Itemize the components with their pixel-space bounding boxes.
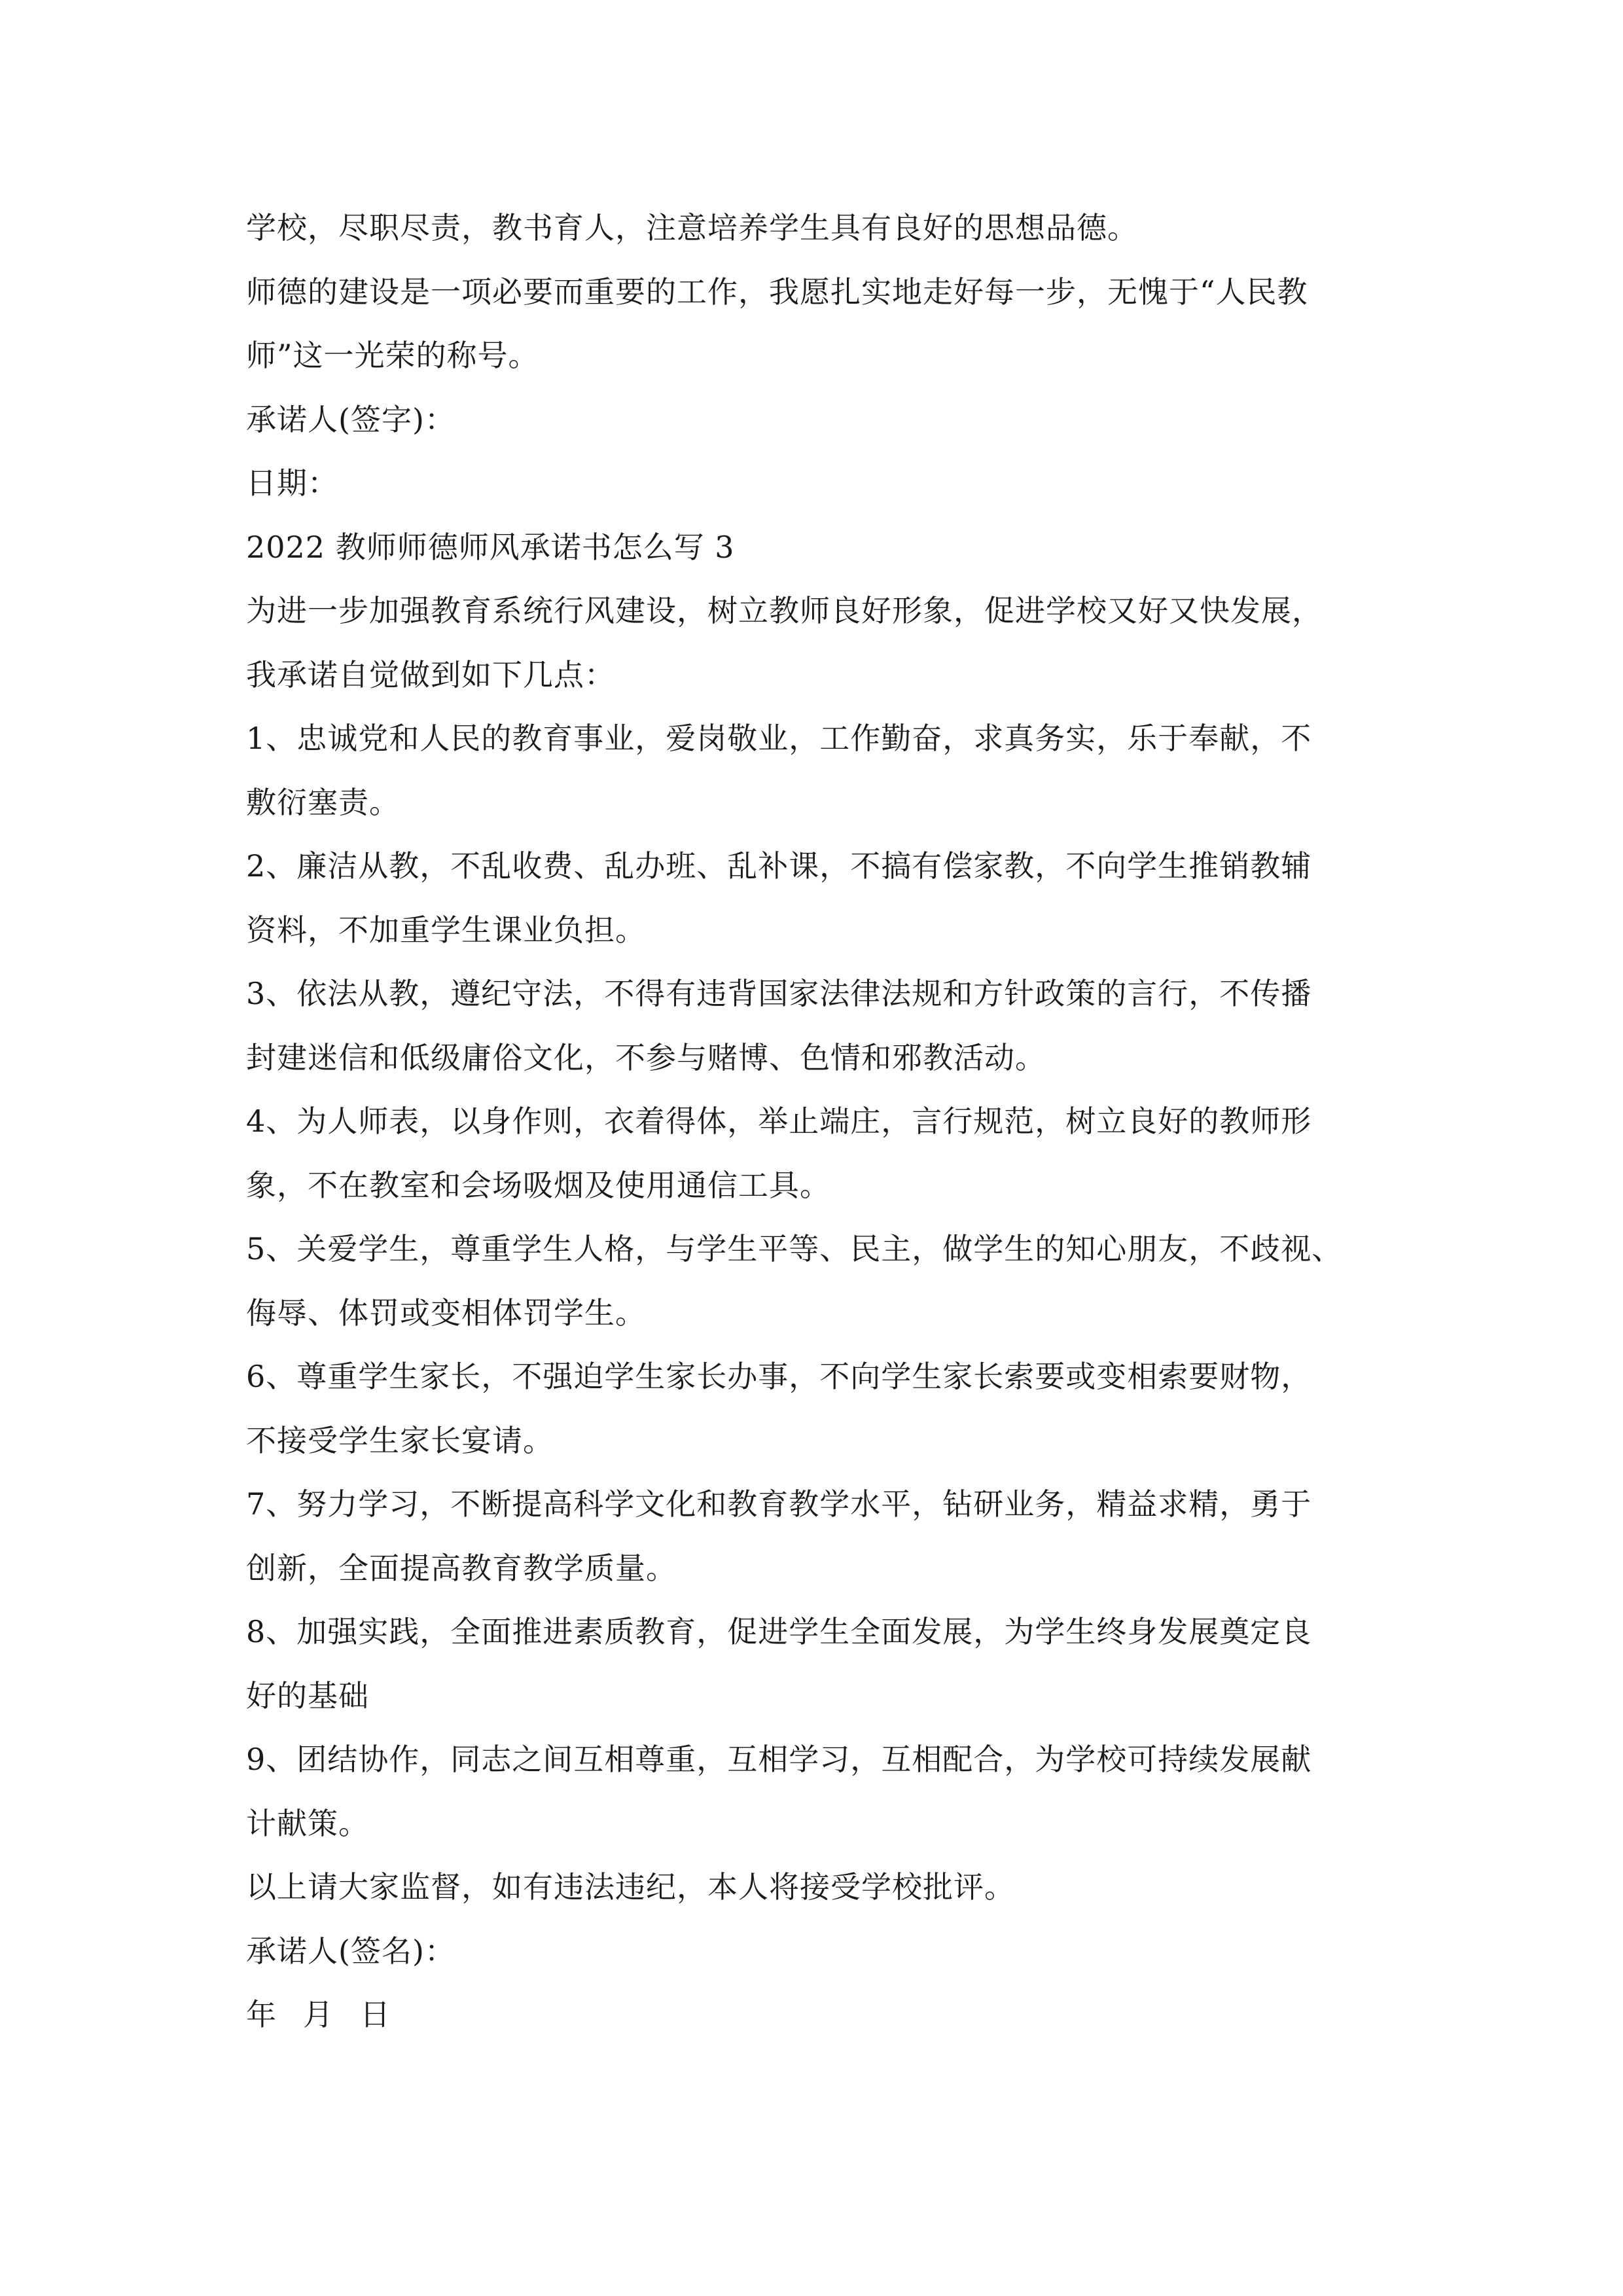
list-item-line: 资料，不加重学生课业负担。: [246, 912, 646, 948]
list-item-line: 4、为人师表，以身作则，衣着得体，举止端庄，言行规范，树立良好的教师形: [246, 1103, 1312, 1139]
text-line: 师”这一光荣的称号。: [246, 338, 539, 373]
list-item-line: 7、努力学习，不断提高科学文化和教育教学水平，钻研业务，精益求精，勇于: [246, 1486, 1312, 1522]
text-line: 为进一步加强教育系统行风建设，树立教师良好形象，促进学校又好又快发展，: [246, 593, 1323, 628]
text-line: 以上请大家监督，如有违法违纪，本人将接受学校批评。: [246, 1869, 1015, 1905]
list-item-line: 9、团结协作，同志之间互相尊重，互相学习，互相配合，为学校可持续发展献: [246, 1742, 1312, 1777]
list-item-line: 好的基础: [246, 1677, 369, 1713]
text-line: 我承诺自觉做到如下几点：: [246, 656, 615, 692]
list-item-line: 敷衍塞责。: [246, 784, 400, 820]
section-heading: 2022 教师师德师风承诺书怎么写 3: [246, 529, 735, 565]
date-label: 日期：: [246, 465, 338, 501]
date-year: 年: [246, 1997, 277, 2032]
document-body: [246, 196, 1398, 2047]
list-item-line: 侮辱、体罚或变相体罚学生。: [246, 1295, 646, 1331]
list-item-line: 3、依法从教，遵纪守法，不得有违背国家法律法规和方针政策的言行，不传播: [246, 976, 1312, 1011]
list-item-line: 计献策。: [246, 1805, 369, 1841]
signature-label: 承诺人(签字)：: [246, 401, 455, 437]
date-line: [246, 1983, 1398, 2047]
list-item-line: 封建迷信和低级庸俗文化，不参与赌博、色情和邪教活动。: [246, 1039, 1046, 1075]
text-line: 学校，尽职尽责，教书育人，注意培养学生具有良好的思想品德。: [246, 210, 1138, 245]
list-item-line: 创新，全面提高教育教学质量。: [246, 1550, 677, 1586]
list-item-line: 1、忠诚党和人民的教育事业，爱岗敬业，工作勤奋，求真务实，乐于奉献，不: [246, 721, 1312, 756]
list-item-line: 8、加强实践，全面推进素质教育，促进学生全面发展，为学生终身发展奠定良: [246, 1614, 1312, 1649]
list-item-line: 2、廉洁从教，不乱收费、乱办班、乱补课，不搞有偿家教，不向学生推销教辅: [246, 848, 1312, 884]
list-item-line: 5、关爱学生，尊重学生人格，与学生平等、民主，做学生的知心朋友，不歧视、: [246, 1231, 1343, 1266]
signature-label: 承诺人(签名)：: [246, 1933, 455, 1969]
list-item-line: 不接受学生家长宴请。: [246, 1422, 554, 1458]
date-month: 月: [303, 1997, 334, 2032]
list-item-line: 象，不在教室和会场吸烟及使用通信工具。: [246, 1167, 830, 1203]
text-line: 师德的建设是一项必要而重要的工作，我愿扎实地走好每一步，无愧于“人民教: [246, 274, 1308, 310]
list-item-line: 6、尊重学生家长，不强迫学生家长办事，不向学生家长索要或变相索要财物，: [246, 1359, 1312, 1394]
date-day: 日: [360, 1997, 391, 2032]
